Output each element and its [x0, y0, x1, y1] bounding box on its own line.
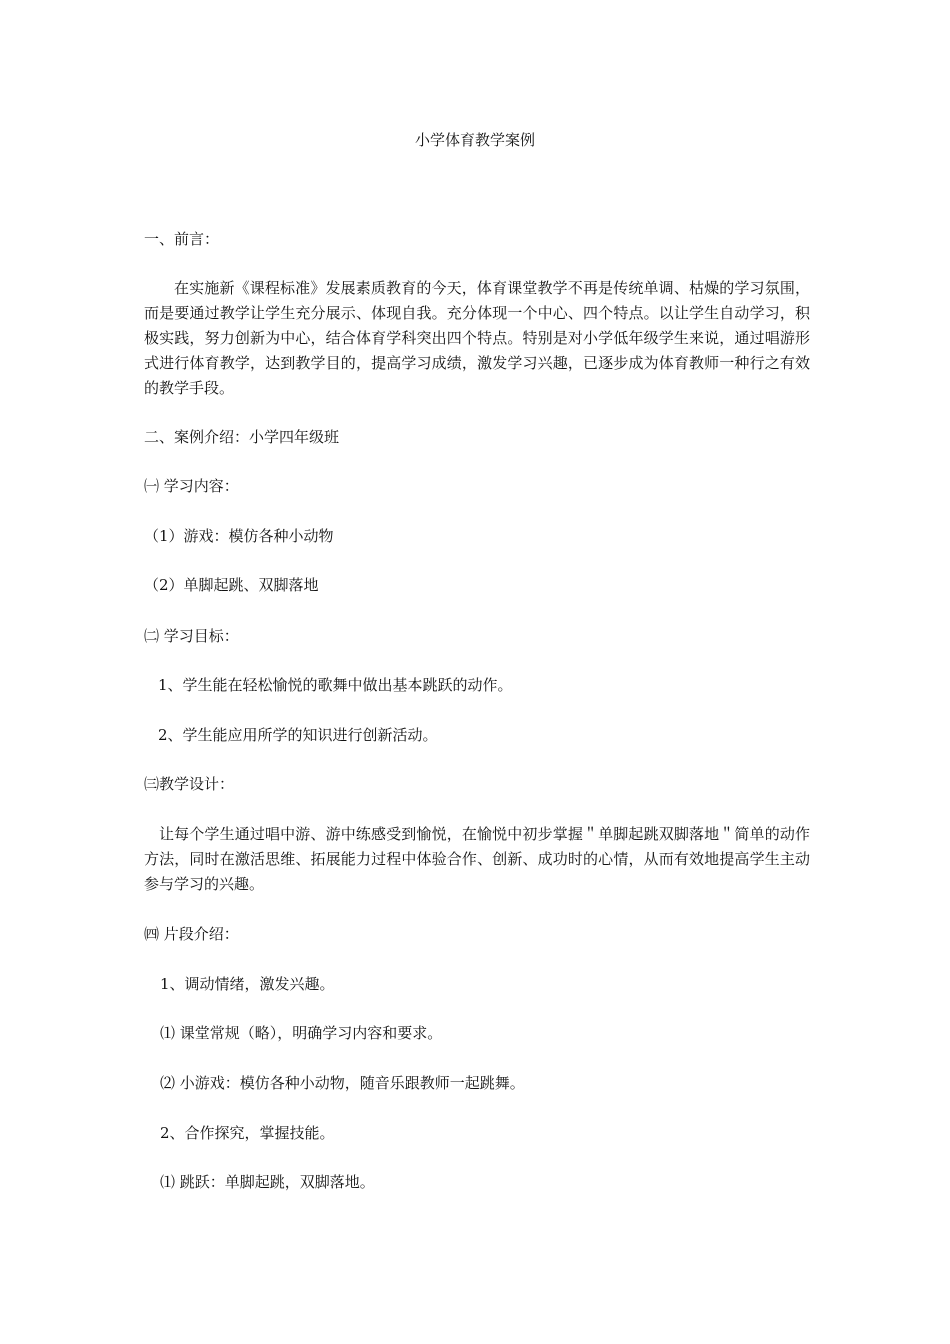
sub4-item1-a: ⑴ 课堂常规（略），明确学习内容和要求。 [160, 1024, 443, 1042]
document-title: 小学体育教学案例 [414, 131, 535, 149]
sub3-heading: ㈢教学设计： [144, 775, 235, 793]
section1-paragraph: 在实施新《课程标准》发展素质教育的今天，体育课堂教学不再是传统单调、枯燥的学习氛围，而是要通过教学让学生充分展示、体现自我。充分体现一个中心、四个特点。以让学生自动学习，积极实践，努力创新为中心，结合体育学科突出四个特点。特别是对小学低年级学生来说，通过唱游形式进行体育教学，达到教学目的，提高学习成绩，激发学习兴趣，已逐步成为体育教师一种行之有效的教学手段。 [144, 279, 810, 397]
section2-heading: 二、案例介绍：小学四年级班 [144, 428, 340, 446]
sub1-item2: （2）单脚起跳、双脚落地 [144, 576, 319, 594]
sub1-item1: （1）游戏：模仿各种小动物 [144, 527, 334, 545]
sub4-heading: ㈣ 片段介绍： [144, 925, 239, 943]
section1-heading: 一、前言： [144, 230, 220, 248]
sub2-item2: 2、学生能应用所学的知识进行创新活动。 [158, 726, 438, 744]
sub1-heading: ㈠ 学习内容： [144, 477, 239, 495]
sub3-paragraph: 让每个学生通过唱中游、游中练感受到愉悦，在愉悦中初步掌握＂单脚起跳双脚落地＂简单的动作方法，同时在激活思维、拓展能力过程中体验合作、创新、成功时的心情，从而有效地提高学生主动参与学习的兴趣。 [144, 825, 810, 893]
sub4-item2-a: ⑴ 跳跃：单脚起跳，双脚落地。 [160, 1173, 375, 1191]
sub2-item1: 1、学生能在轻松愉悦的歌舞中做出基本跳跃的动作。 [158, 676, 513, 694]
sub2-heading: ㈡ 学习目标： [144, 627, 239, 645]
sub4-item2: 2、合作探究，掌握技能。 [160, 1124, 335, 1142]
sub4-item1-b: ⑵ 小游戏：模仿各种小动物，随音乐跟教师一起跳舞。 [160, 1074, 525, 1092]
sub4-item1: 1、调动情绪，激发兴趣。 [160, 975, 335, 993]
